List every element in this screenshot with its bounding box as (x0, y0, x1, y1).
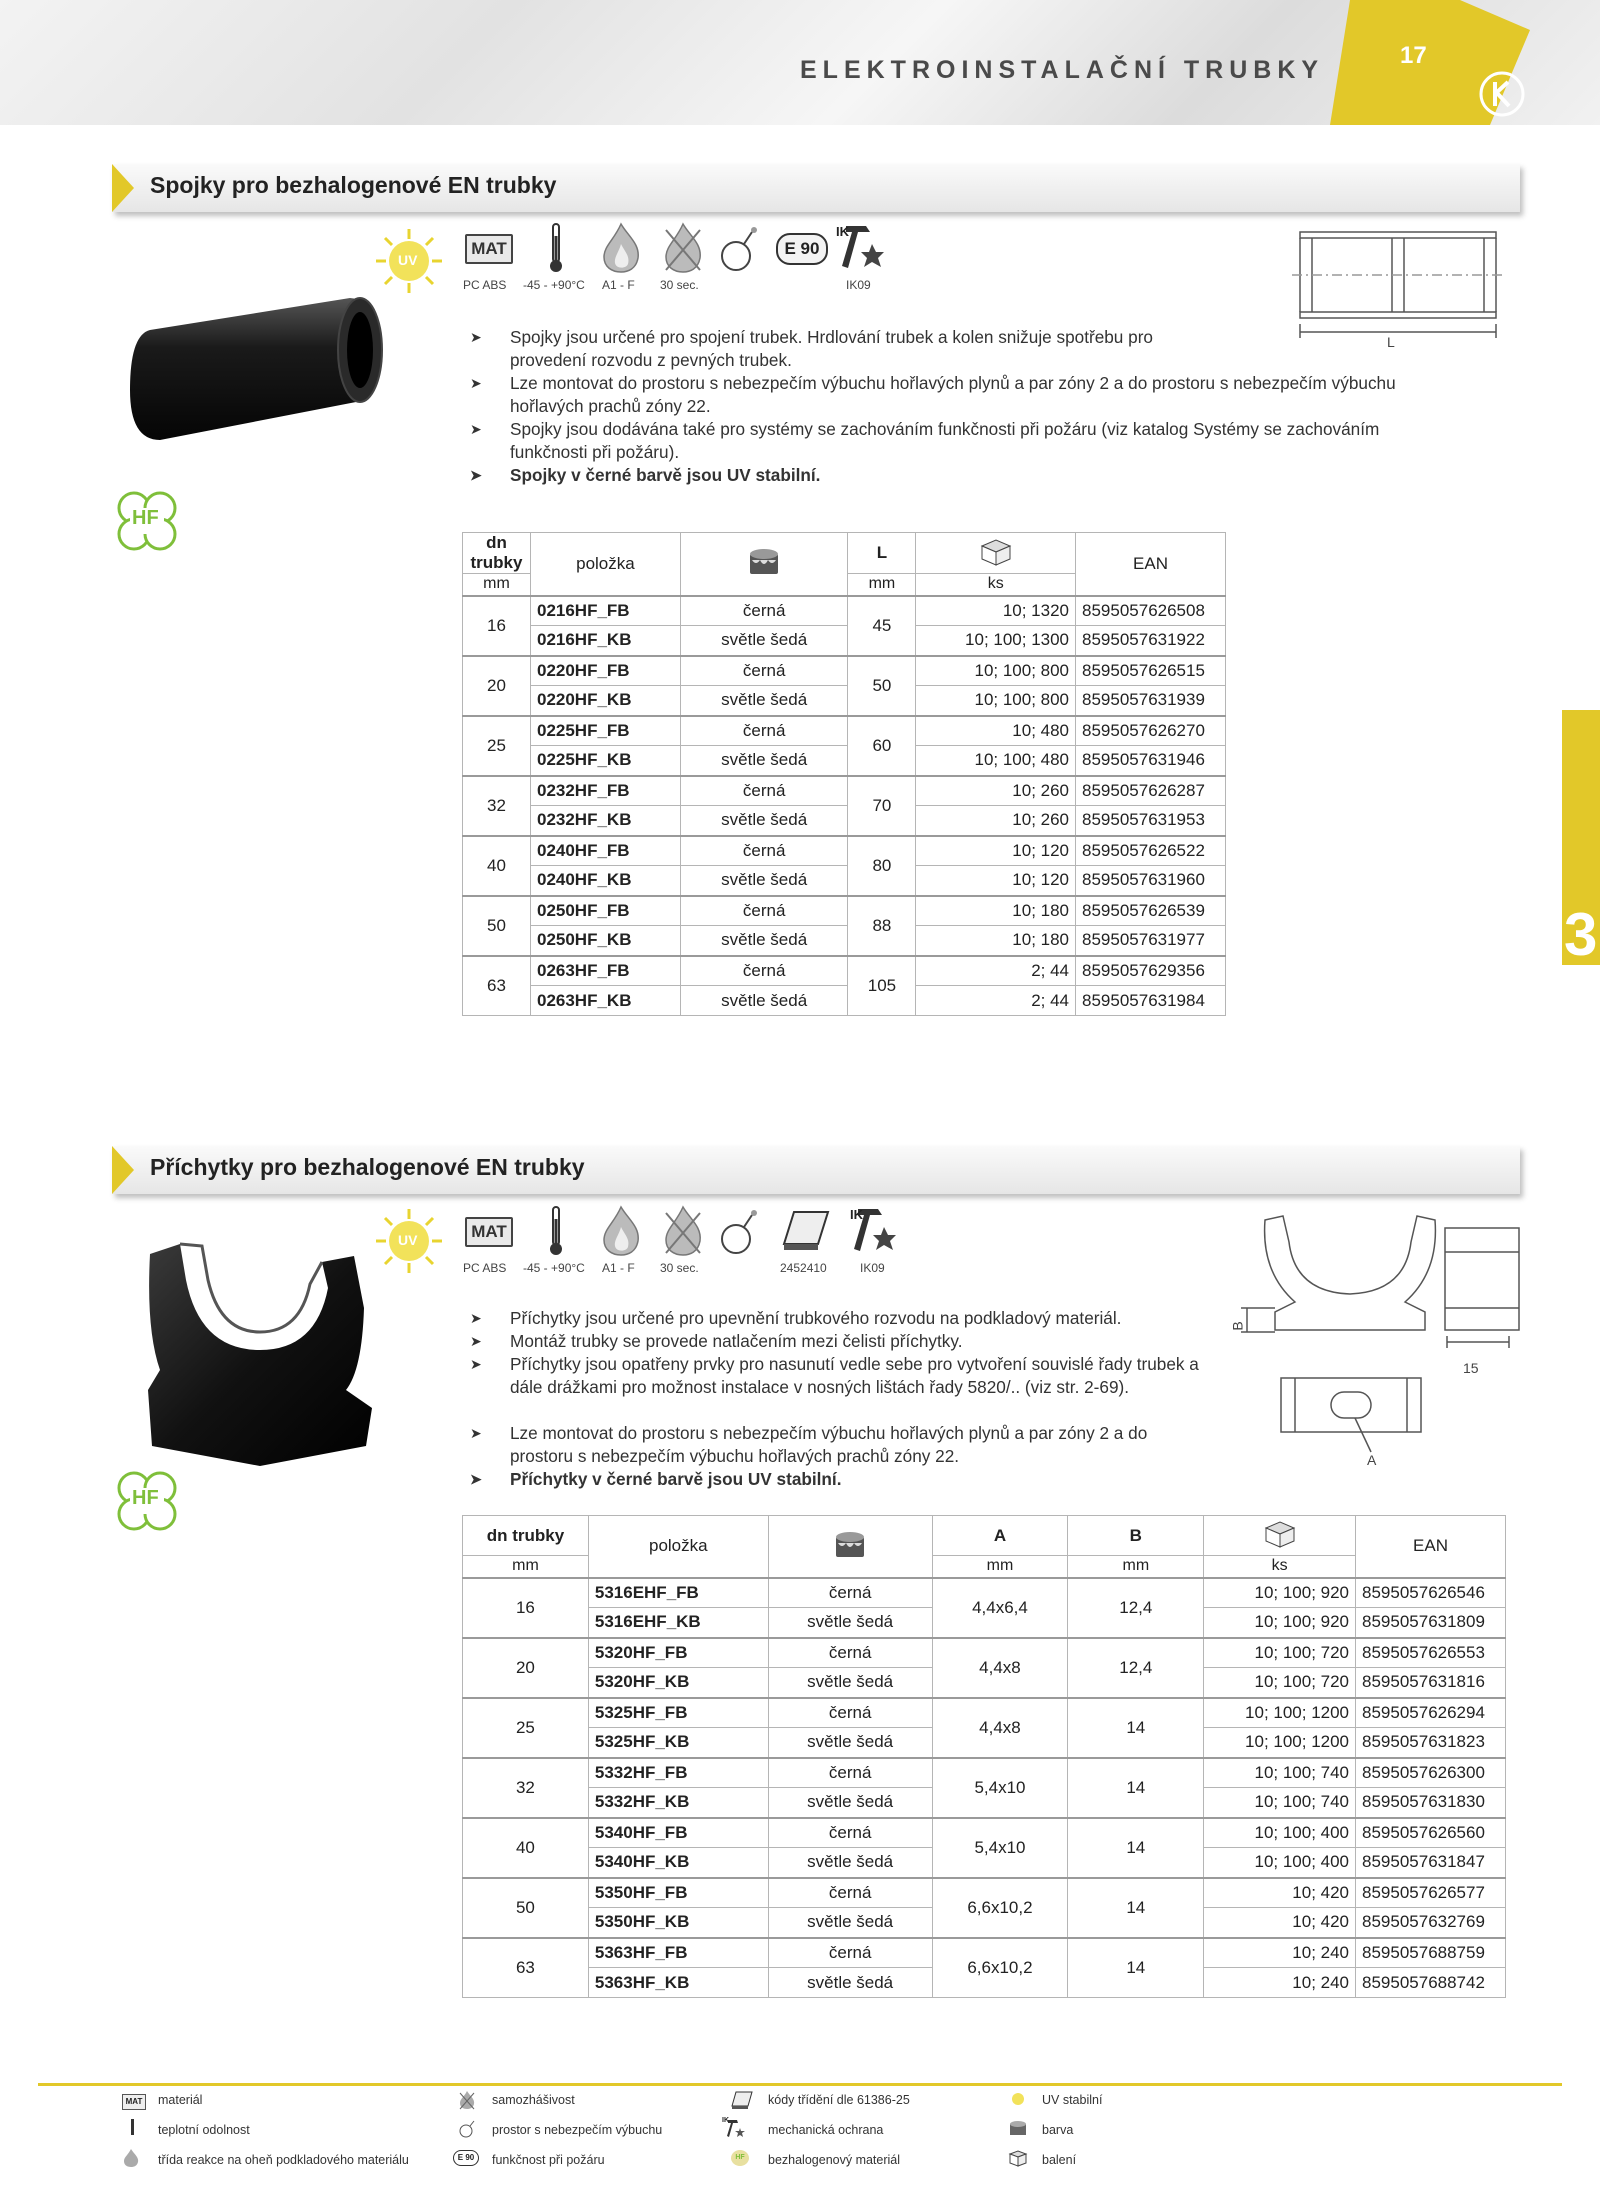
cell-dn: 25 (463, 716, 531, 776)
cell-pack: 10; 420 (1204, 1908, 1356, 1938)
ik-label: IK (850, 1207, 863, 1222)
cell-length: 80 (848, 836, 916, 896)
table-row (463, 1818, 1506, 1848)
cell-ean: 8595057631823 (1356, 1728, 1506, 1758)
table-row (463, 776, 1226, 806)
table-row (463, 686, 1226, 716)
cell-color: černá (768, 1638, 932, 1668)
cell-ean: 8595057629356 (1076, 956, 1226, 986)
cell-color: světle šedá (680, 806, 848, 836)
cell-ean: 8595057626539 (1076, 896, 1226, 926)
cell-dn: 20 (463, 1638, 589, 1698)
clip-table (462, 1515, 1506, 1998)
cell-pack: 10; 100; 800 (916, 656, 1076, 686)
cell-code: 5340HF_FB (588, 1818, 768, 1848)
prop-extinguish-time: 30 sec. (660, 278, 699, 292)
classification-code-icon (780, 1208, 832, 1252)
cell-code: 5363HF_FB (588, 1938, 768, 1968)
legend-fire-class: třída reakce na oheň podkladového materiálu (158, 2153, 409, 2167)
cell-dim-a: 4,4x8 (932, 1698, 1068, 1758)
cell-pack: 2; 44 (916, 956, 1076, 986)
cell-color: světle šedá (768, 1788, 932, 1818)
cell-dn: 40 (463, 1818, 589, 1878)
cell-code: 5332HF_FB (588, 1758, 768, 1788)
legend-box-icon (1008, 2149, 1028, 2167)
cell-color: světle šedá (768, 1608, 932, 1638)
legend-material: materiál (158, 2093, 203, 2107)
chapter-number: 3 (1564, 901, 1598, 968)
bullet-item: ➤ Spojky jsou určené pro spojení trubek. Hrdlování trubek a kolen snižuje spotřebu pro provedení rozvodu z pevných trubek. (470, 327, 1153, 370)
cell-color: černá (680, 716, 848, 746)
prop-material: PC ABS (463, 1261, 507, 1275)
flame-icon (598, 222, 644, 274)
th-ean: EAN (1356, 1516, 1506, 1578)
cell-ean: 8595057631984 (1076, 986, 1226, 1016)
cell-code: 5340HF_KB (588, 1848, 768, 1878)
prop-temperature: -45 - +90°C (523, 1261, 585, 1275)
prop-fire-class: A1 - F (602, 278, 635, 292)
ik-label: IK (836, 224, 849, 239)
thermometer-icon (548, 222, 564, 274)
legend-halogen-free: bezhalogenový materiál (768, 2153, 901, 2167)
cell-ean: 8595057626546 (1356, 1578, 1506, 1608)
paint-bucket-icon (832, 1529, 868, 1559)
cell-color: černá (768, 1938, 932, 1968)
cell-pack: 10; 420 (1204, 1878, 1356, 1908)
explosion-bomb-icon (718, 1205, 762, 1257)
cell-dn: 32 (463, 776, 531, 836)
cell-dn: 40 (463, 836, 531, 896)
cell-ean: 8595057631809 (1356, 1608, 1506, 1638)
cell-color: světle šedá (768, 1668, 932, 1698)
fire-function-icon: E 90 (776, 233, 828, 265)
table-row (463, 836, 1226, 866)
cell-length: 50 (848, 656, 916, 716)
th-pack (916, 533, 1076, 574)
cell-code: 5332HF_KB (588, 1788, 768, 1818)
bullet-item: ➤ Příchytky jsou určené pro upevnění trubkového rozvodu na podkladový materiál. (470, 1308, 1122, 1328)
uv-label: UV (398, 1232, 418, 1248)
th-ks-unit: ks (1204, 1556, 1356, 1578)
cell-dim-b: 14 (1068, 1938, 1204, 1998)
cell-pack: 10; 100; 720 (1204, 1668, 1356, 1698)
legend-thermometer-icon (131, 2119, 134, 2135)
cell-code: 5325HF_FB (588, 1698, 768, 1728)
cell-dim-a: 6,6x10,2 (932, 1878, 1068, 1938)
cell-dim-a: 5,4x10 (932, 1758, 1068, 1818)
cell-pack: 10; 120 (916, 836, 1076, 866)
cell-ean: 8595057626522 (1076, 836, 1226, 866)
table-row (463, 806, 1226, 836)
cell-pack: 10; 100; 800 (916, 686, 1076, 716)
table-row (463, 896, 1226, 926)
th-ks-unit: ks (916, 574, 1076, 596)
cell-dim-a: 5,4x10 (932, 1818, 1068, 1878)
cell-pack: 10; 100; 1200 (1204, 1698, 1356, 1728)
cell-color: černá (680, 596, 848, 626)
uv-label: UV (398, 252, 418, 268)
section1-bullet-list (470, 326, 1450, 486)
cell-ean: 8595057631847 (1356, 1848, 1506, 1878)
cell-code: 5320HF_FB (588, 1638, 768, 1668)
bullet-item: ➤ Spojky v černé barvě jsou UV stabilní. (470, 465, 821, 485)
cell-ean: 8595057631953 (1076, 806, 1226, 836)
prop-material: PC ABS (463, 278, 507, 292)
cell-pack: 10; 480 (916, 716, 1076, 746)
cell-code: 0225HF_FB (530, 716, 680, 746)
table-row (463, 1698, 1506, 1728)
legend-packaging: balení (1042, 2153, 1077, 2167)
table-row (463, 866, 1226, 896)
cell-pack: 10; 240 (1204, 1938, 1356, 1968)
th-item: položka (530, 533, 680, 596)
self-extinguishing-icon (660, 222, 706, 274)
cell-color: černá (680, 776, 848, 806)
cell-code: 5350HF_KB (588, 1908, 768, 1938)
page-number: 17 (1400, 42, 1427, 69)
legend-bomb-icon (458, 2120, 476, 2138)
cell-ean: 8595057631939 (1076, 686, 1226, 716)
paint-bucket-icon (746, 546, 782, 576)
section2-accent (112, 1146, 134, 1194)
explosion-bomb-icon (718, 222, 762, 274)
cell-code: 0216HF_FB (530, 596, 680, 626)
brand-logo (1478, 70, 1526, 118)
cell-dn: 25 (463, 1698, 589, 1758)
legend-class-code-icon (730, 2090, 754, 2110)
cell-ean: 8595057688759 (1356, 1938, 1506, 1968)
cell-color: světle šedá (768, 1968, 932, 1998)
th-ean: EAN (1076, 533, 1226, 596)
cell-length: 105 (848, 956, 916, 1016)
cell-ean: 8595057626508 (1076, 596, 1226, 626)
clip-diagram (1225, 1212, 1525, 1472)
cell-color: světle šedá (680, 746, 848, 776)
cell-dn: 32 (463, 1758, 589, 1818)
section1-title: Spojky pro bezhalogenové EN trubky (150, 172, 557, 198)
cell-color: světle šedá (768, 1908, 932, 1938)
cell-dn: 16 (463, 596, 531, 656)
cell-pack: 10; 100; 920 (1204, 1608, 1356, 1638)
header-title: ELEKTROINSTALAČNÍ TRUBKY (800, 56, 1325, 84)
cell-dim-b: 12,4 (1068, 1638, 1204, 1698)
prop-ik: IK09 (846, 278, 871, 292)
cell-color: černá (768, 1758, 932, 1788)
legend-color: barva (1042, 2123, 1074, 2137)
cell-pack: 10; 180 (916, 896, 1076, 926)
cell-ean: 8595057631960 (1076, 866, 1226, 896)
cell-color: světle šedá (680, 626, 848, 656)
cell-code: 0232HF_KB (530, 806, 680, 836)
cell-code: 5350HF_FB (588, 1878, 768, 1908)
legend-flame-icon (122, 2148, 140, 2168)
cell-length: 88 (848, 896, 916, 956)
cell-pack: 10; 1320 (916, 596, 1076, 626)
cell-pack: 10; 240 (1204, 1968, 1356, 1998)
cell-ean: 8595057626577 (1356, 1878, 1506, 1908)
cell-code: 5316EHF_KB (588, 1608, 768, 1638)
self-extinguishing-icon (660, 1205, 706, 1257)
th-b-unit: mm (1068, 1556, 1204, 1578)
cell-color: světle šedá (768, 1728, 932, 1758)
legend-temperature: teplotní odolnost (158, 2123, 250, 2137)
cell-dim-a: 4,4x6,4 (932, 1578, 1068, 1638)
cell-ean: 8595057626270 (1076, 716, 1226, 746)
thermometer-icon (548, 1205, 564, 1257)
th-pack (1204, 1516, 1356, 1556)
cell-pack: 10; 120 (916, 866, 1076, 896)
cell-pack: 10; 100; 1300 (916, 626, 1076, 656)
cell-ean: 8595057631922 (1076, 626, 1226, 656)
bullet-item: ➤ Příchytky v černé barvě jsou UV stabilní. (470, 1469, 842, 1489)
clip-product-image (140, 1240, 380, 1470)
cell-pack: 10; 100; 920 (1204, 1578, 1356, 1608)
legend-explosion-zone: prostor s nebezpečím výbuchu (492, 2123, 663, 2137)
cell-color: černá (680, 896, 848, 926)
cell-pack: 10; 100; 740 (1204, 1758, 1356, 1788)
clip-table-body (463, 1578, 1506, 1998)
table-row (463, 1638, 1506, 1668)
prop-ik: IK09 (860, 1261, 885, 1275)
material-icon: MAT (465, 1217, 513, 1247)
coupler-table (462, 532, 1226, 1016)
th-a-unit: mm (932, 1556, 1068, 1578)
th-dn: dn trubky (463, 1516, 589, 1556)
cell-dim-b: 12,4 (1068, 1578, 1204, 1638)
table-row (463, 1578, 1506, 1608)
cell-pack: 10; 100; 720 (1204, 1638, 1356, 1668)
cell-color: světle šedá (768, 1848, 932, 1878)
cell-dim-a: 6,6x10,2 (932, 1938, 1068, 1998)
hf-label: HF (132, 1487, 159, 1509)
cell-dim-b: 14 (1068, 1758, 1204, 1818)
cell-length: 70 (848, 776, 916, 836)
cell-color: světle šedá (680, 686, 848, 716)
legend-mat-icon: MAT (122, 2094, 146, 2110)
cell-code: 0216HF_KB (530, 626, 680, 656)
cell-color: černá (768, 1578, 932, 1608)
cell-pack: 10; 100; 1200 (1204, 1728, 1356, 1758)
th-item: položka (588, 1516, 768, 1578)
table-row (463, 716, 1226, 746)
prop-fire-class: A1 - F (602, 1261, 635, 1275)
diagram-label-b: B (1229, 1321, 1246, 1331)
th-dn-unit: mm (463, 574, 531, 596)
cell-code: 5316EHF_FB (588, 1578, 768, 1608)
cell-pack: 10; 100; 740 (1204, 1788, 1356, 1818)
cell-pack: 10; 100; 400 (1204, 1818, 1356, 1848)
th-color (768, 1516, 932, 1578)
bullet-item: ➤ Montáž trubky se provede natlačením mezi čelisti příchytky. (470, 1331, 963, 1351)
cell-ean: 8595057631830 (1356, 1788, 1506, 1818)
cell-dn: 20 (463, 656, 531, 716)
cell-ean: 8595057626287 (1076, 776, 1226, 806)
prop-class-code: 2452410 (780, 1261, 827, 1275)
cell-color: černá (680, 656, 848, 686)
cell-dim-b: 14 (1068, 1878, 1204, 1938)
cell-ean: 8595057631816 (1356, 1668, 1506, 1698)
cell-color: černá (768, 1818, 932, 1848)
legend-self-extinguishing-icon (458, 2090, 476, 2110)
cell-ean: 8595057626553 (1356, 1638, 1506, 1668)
hf-label: HF (132, 507, 159, 529)
cell-code: 5363HF_KB (588, 1968, 768, 1998)
flame-icon (598, 1205, 644, 1257)
footer-divider (38, 2083, 1562, 2086)
cell-dn: 16 (463, 1578, 589, 1638)
th-color (680, 533, 848, 596)
cell-ean: 8595057626300 (1356, 1758, 1506, 1788)
cell-length: 60 (848, 716, 916, 776)
legend-paint-bucket-icon (1008, 2120, 1028, 2136)
legend-fire-function: funkčnost při požáru (492, 2153, 605, 2167)
cell-color: černá (680, 836, 848, 866)
bullet-item: ➤ Spojky jsou dodávána také pro systémy se zachováním funkčnosti při požáru (viz katalog Systémy se zachováním funkčnosti při požáru). (470, 419, 1380, 462)
cell-ean: 8595057631946 (1076, 746, 1226, 776)
cell-pack: 2; 44 (916, 986, 1076, 1016)
prop-temperature: -45 - +90°C (523, 278, 585, 292)
cell-ean: 8595057626294 (1356, 1698, 1506, 1728)
section2-bullet-list (470, 1307, 1210, 1497)
legend-hf-icon: HF (731, 2150, 749, 2166)
cell-code: 0220HF_FB (530, 656, 680, 686)
th-dn-unit: mm (463, 1556, 589, 1578)
legend-uv-icon (1008, 2090, 1028, 2108)
legend-mechanical-protection: mechanická ochrana (768, 2123, 884, 2137)
cell-pack: 10; 100; 480 (916, 746, 1076, 776)
legend-class-codes: kódy třídění dle 61386-25 (768, 2093, 910, 2107)
bullet-item: ➤ Lze montovat do prostoru s nebezpečím výbuchu hořlavých plynů a par zóny 2 a do prostoru s nebezpečím výbuchu hořlavých prachů zóny 22. (470, 373, 1396, 416)
cell-color: černá (680, 956, 848, 986)
table-row (463, 956, 1226, 986)
cell-color: černá (768, 1878, 932, 1908)
cell-code: 5320HF_KB (588, 1668, 768, 1698)
th-a: A (932, 1516, 1068, 1556)
legend-e90-icon: E 90 (453, 2150, 479, 2166)
cell-code: 0225HF_KB (530, 746, 680, 776)
diagram-label-15: 15 (1463, 1360, 1479, 1376)
table-row (463, 926, 1226, 956)
table-row (463, 626, 1226, 656)
table-row (463, 1878, 1506, 1908)
cell-dim-a: 4,4x8 (932, 1638, 1068, 1698)
cell-pack: 10; 260 (916, 776, 1076, 806)
cell-ean: 8595057631977 (1076, 926, 1226, 956)
cell-color: černá (768, 1698, 932, 1728)
cell-color: světle šedá (680, 866, 848, 896)
section2-title: Příchytky pro bezhalogenové EN trubky (150, 1154, 585, 1180)
cell-ean: 8595057632769 (1356, 1908, 1506, 1938)
legend-uv-stable: UV stabilní (1042, 2093, 1103, 2107)
legend-ik-label: IK (722, 2117, 729, 2124)
cell-code: 0263HF_FB (530, 956, 680, 986)
cell-dn: 63 (463, 1938, 589, 1998)
cell-code: 0220HF_KB (530, 686, 680, 716)
th-l-unit: mm (848, 574, 916, 596)
cell-ean: 8595057626515 (1076, 656, 1226, 686)
table-row (463, 1758, 1506, 1788)
cell-dim-b: 14 (1068, 1698, 1204, 1758)
diagram-label-l: L (1387, 334, 1395, 350)
cell-color: světle šedá (680, 926, 848, 956)
material-icon: MAT (465, 234, 513, 264)
cell-code: 0232HF_FB (530, 776, 680, 806)
cell-code: 0240HF_KB (530, 866, 680, 896)
table-row (463, 1938, 1506, 1968)
table-row (463, 746, 1226, 776)
cell-code: 5325HF_KB (588, 1728, 768, 1758)
cell-code: 0250HF_FB (530, 896, 680, 926)
bullet-item: ➤ Lze montovat do prostoru s nebezpečím výbuchu hořlavých plynů a par zóny 2 a do prostoru s nebezpečím výbuchu hořlavých prachů zóny 22. (470, 1423, 1148, 1466)
legend-self-extinguishing: samozhášivost (492, 2093, 575, 2107)
cell-dn: 50 (463, 1878, 589, 1938)
bullet-item: ➤ Příchytky jsou opatřeny prvky pro nasunutí vedle sebe pro vytvoření souvislé řady trubek a dále drážkami pro možnost instalace v nosných lištách řady 5820/.. (viz str. 2-69). (470, 1354, 1199, 1397)
coupler-table-body (463, 596, 1226, 1016)
th-dn: dn trubky (463, 533, 531, 574)
cell-dim-b: 14 (1068, 1818, 1204, 1878)
prop-extinguish-time: 30 sec. (660, 1261, 699, 1275)
coupler-product-image (120, 290, 390, 450)
diagram-label-a: A (1367, 1452, 1377, 1468)
cell-color: světle šedá (680, 986, 848, 1016)
cell-pack: 10; 180 (916, 926, 1076, 956)
cell-code: 0263HF_KB (530, 986, 680, 1016)
th-l: L (848, 533, 916, 574)
table-row (463, 656, 1226, 686)
cell-ean: 8595057688742 (1356, 1968, 1506, 1998)
section1-accent (112, 164, 134, 212)
cell-code: 0250HF_KB (530, 926, 680, 956)
cell-dn: 63 (463, 956, 531, 1016)
cell-ean: 8595057626560 (1356, 1818, 1506, 1848)
table-row (463, 986, 1226, 1016)
cell-code: 0240HF_FB (530, 836, 680, 866)
table-row (463, 596, 1226, 626)
cell-length: 45 (848, 596, 916, 656)
cell-dn: 50 (463, 896, 531, 956)
cell-pack: 10; 100; 400 (1204, 1848, 1356, 1878)
box-package-icon (1260, 1518, 1300, 1548)
th-b: B (1068, 1516, 1204, 1556)
box-package-icon (976, 536, 1016, 566)
cell-pack: 10; 260 (916, 806, 1076, 836)
